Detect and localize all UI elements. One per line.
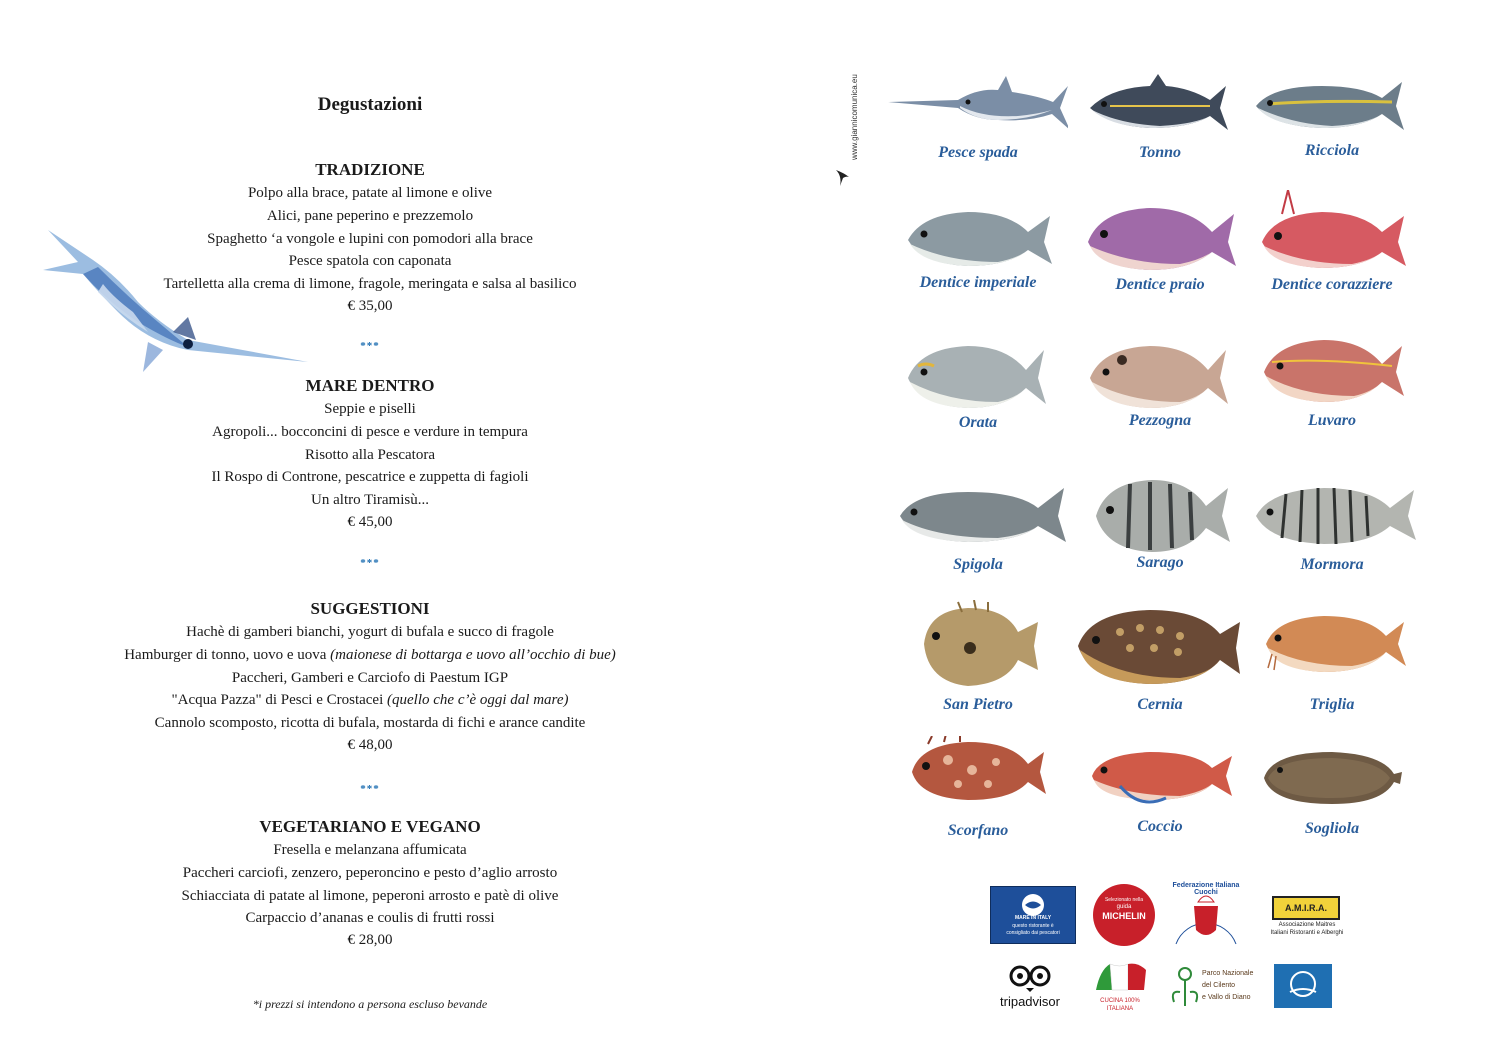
michelin-line1: Selezionato nella xyxy=(1104,897,1144,903)
fish-card xyxy=(1242,604,1422,714)
section-title: MARE DENTRO xyxy=(305,376,435,395)
page-title: Degustazioni xyxy=(317,94,423,115)
gurnard-icon xyxy=(1070,740,1250,810)
cucina-line1: CUCINA 100% xyxy=(1100,998,1140,1004)
section-title: SUGGESTIONI xyxy=(310,599,430,618)
fish-card xyxy=(888,70,1068,180)
fish-card xyxy=(888,200,1068,310)
section-title: VEGETARIANO E VEGANO xyxy=(259,817,481,836)
fish-label: Triglia xyxy=(1309,696,1355,713)
dish: Seppie e piselli xyxy=(324,401,416,417)
menu-section-tradizione xyxy=(0,158,740,316)
pandora-icon xyxy=(1242,332,1422,412)
dentex-icon xyxy=(888,200,1068,280)
section-separator: *** xyxy=(360,340,380,352)
gilthead-bream-icon xyxy=(888,338,1068,418)
fish-label: Tonno xyxy=(1138,144,1182,161)
italian-flag-icon xyxy=(1088,960,1152,994)
fish-card xyxy=(1242,190,1422,300)
red-mullet-icon xyxy=(1242,604,1422,684)
fish-label: Coccio xyxy=(1137,818,1183,835)
amira-line2: Italiani Ristoranti e Alberghi xyxy=(1270,930,1344,936)
dish: Agropoli... bocconcini di pesce e verdure in tempura xyxy=(212,423,528,440)
fish-card xyxy=(888,600,1068,713)
fish-label: Orata xyxy=(958,414,998,431)
menu-section-vegetariano xyxy=(0,815,740,950)
fish-card xyxy=(1242,332,1422,442)
menu-page xyxy=(0,0,740,1061)
fish-label: Spigola xyxy=(953,556,1003,573)
michelin-line3: MICHELIN xyxy=(1102,911,1146,921)
price: € 48,00 xyxy=(347,736,393,753)
michelin-logo xyxy=(1093,884,1155,946)
fish-card xyxy=(1070,338,1250,448)
scorpionfish-icon xyxy=(888,736,1068,806)
price: € 28,00 xyxy=(347,932,393,949)
amira-name: A.M.I.R.A. xyxy=(1272,896,1340,920)
dish: Paccheri carciofi, zenzero, peperoncino e pesto d’aglio arrosto xyxy=(182,864,558,881)
dish-note: (maionese di bottarga e uovo all’occhio di bue) xyxy=(330,646,616,663)
dish: Risotto alla Pescatora xyxy=(305,446,435,463)
dish-name: "Acqua Pazza" di Pesci e Crostacei xyxy=(171,692,384,709)
fic-text: Federazione Italiana Cuochi xyxy=(1172,882,1240,896)
dish: Pesce spatola con caponata xyxy=(288,253,452,270)
dish-name: Hamburger di tonno, uovo e uova xyxy=(124,646,327,663)
blue-flag-logo xyxy=(1274,964,1332,1008)
mare-in-italy-logo xyxy=(990,886,1076,944)
fish-label: Pezzogna xyxy=(1128,412,1192,429)
fish-card xyxy=(1242,748,1422,858)
michelin-line2: guida xyxy=(1116,904,1132,910)
dish xyxy=(0,689,740,712)
dish: Cannolo scomposto, ricotta di bufala, mostarda di fichi e arance candite xyxy=(154,715,586,732)
fish-card xyxy=(1242,70,1422,180)
section-separator: *** xyxy=(360,557,380,569)
sea-bass-icon xyxy=(888,478,1068,558)
dish: Il Rospo di Controne, pescatrice e zuppetta di fagioli xyxy=(211,469,529,486)
fish-card xyxy=(1070,476,1250,586)
fish-card xyxy=(1070,70,1250,180)
mare-in-italy-line2: questo ristorante è xyxy=(1012,923,1054,929)
sea-bream-icon xyxy=(1070,476,1250,556)
dish xyxy=(0,644,740,667)
fish-label: Sarago xyxy=(1136,554,1184,571)
grouper-icon xyxy=(1070,602,1250,692)
fish-label: San Pietro xyxy=(943,696,1013,713)
fish-label: Scorfano xyxy=(947,822,1009,839)
dish: Schiacciata di patate al limone, peperoni arrosto e patè di olive xyxy=(181,887,559,904)
dish: Un altro Tiramisù... xyxy=(311,492,429,509)
cucina-line2: ITALIANA xyxy=(1106,1006,1134,1012)
credit-text: www.giannicomunica.eu xyxy=(850,74,859,160)
fish-card xyxy=(1242,478,1422,588)
section-separator: *** xyxy=(360,783,380,795)
blue-flag-icon xyxy=(1274,964,1332,1008)
fish-label: Ricciola xyxy=(1304,142,1360,159)
bird-icon xyxy=(834,166,850,188)
fish-label: Pesce spada xyxy=(938,144,1018,161)
fish-card xyxy=(888,736,1068,846)
sole-icon xyxy=(1242,748,1422,808)
amira-line1: Associazione Maitres xyxy=(1278,922,1336,928)
fish-label: Dentice imperiale xyxy=(919,274,1037,291)
john-dory-icon xyxy=(888,600,1068,690)
menu-section-suggestioni xyxy=(0,597,740,755)
tuna-icon xyxy=(1070,70,1250,150)
parco-cilento-logo xyxy=(1168,962,1254,1010)
fish-card xyxy=(1070,740,1250,850)
dish: Tartelletta alla crema di limone, fragole, meringata e salsa al basilico xyxy=(163,276,577,293)
tripadvisor-logo xyxy=(990,962,1070,1010)
section-title: TRADIZIONE xyxy=(315,160,425,179)
crested-dentex-icon xyxy=(1242,190,1422,280)
dish: Polpo alla brace, patate al limone e olive xyxy=(247,185,493,201)
dish: Alici, pane peperino e prezzemolo xyxy=(266,207,474,224)
menu-section-mare-dentro xyxy=(0,374,740,532)
striped-bream-icon xyxy=(1242,478,1422,558)
dish-note: (quello che c’è oggi dal mare) xyxy=(387,692,569,709)
price-footnote: *i prezzi si intendono a persona escluso bevande xyxy=(252,997,488,1011)
fish-label: Dentice praio xyxy=(1115,276,1205,293)
fish-label: Dentice corazziere xyxy=(1271,276,1393,293)
swordfish-icon xyxy=(888,70,1068,150)
amira-logo xyxy=(1262,890,1352,946)
price: € 35,00 xyxy=(347,297,393,314)
fic-logo xyxy=(1170,880,1242,948)
fish-card xyxy=(1070,602,1250,712)
dish: Fresella e melanzana affumicata xyxy=(273,842,467,858)
fish-label: Mormora xyxy=(1300,556,1364,573)
parco-line3: e Vallo di Diano xyxy=(1202,994,1251,1001)
parco-line1: Parco Nazionale xyxy=(1202,970,1254,977)
parco-line2: del Cilento xyxy=(1202,982,1236,989)
blackspot-bream-icon xyxy=(1070,338,1250,418)
primula-flower-icon xyxy=(1168,962,1202,1010)
mare-in-italy-line1: MARE IN ITALY xyxy=(1014,915,1052,921)
fish-label: Sogliola xyxy=(1304,820,1360,837)
fish-label: Luvaro xyxy=(1308,412,1356,429)
fish-label: Cernia xyxy=(1137,696,1183,713)
dish: Spaghetto ‘a vongole e lupini con pomodori alla brace xyxy=(207,230,533,247)
fish-card xyxy=(888,338,1068,448)
pink-dentex-icon xyxy=(1070,200,1250,280)
fish-card xyxy=(888,478,1068,588)
dish: Paccheri, Gamberi e Carciofo di Paestum IGP xyxy=(231,669,509,686)
dish: Carpaccio d’ananas e coulis di frutti rossi xyxy=(245,910,495,927)
owl-icon xyxy=(990,962,1070,992)
tripadvisor-text: tripadvisor xyxy=(1000,994,1060,1009)
amberjack-icon xyxy=(1242,70,1422,150)
cucina-italiana-logo xyxy=(1088,960,1152,1018)
price: € 45,00 xyxy=(347,513,393,530)
mare-in-italy-line3: consigliato dai pescatori xyxy=(1006,930,1060,936)
fish-card xyxy=(1070,200,1250,310)
dish: Hachè di gamberi bianchi, yogurt di bufala e succo di fragole xyxy=(186,624,554,640)
